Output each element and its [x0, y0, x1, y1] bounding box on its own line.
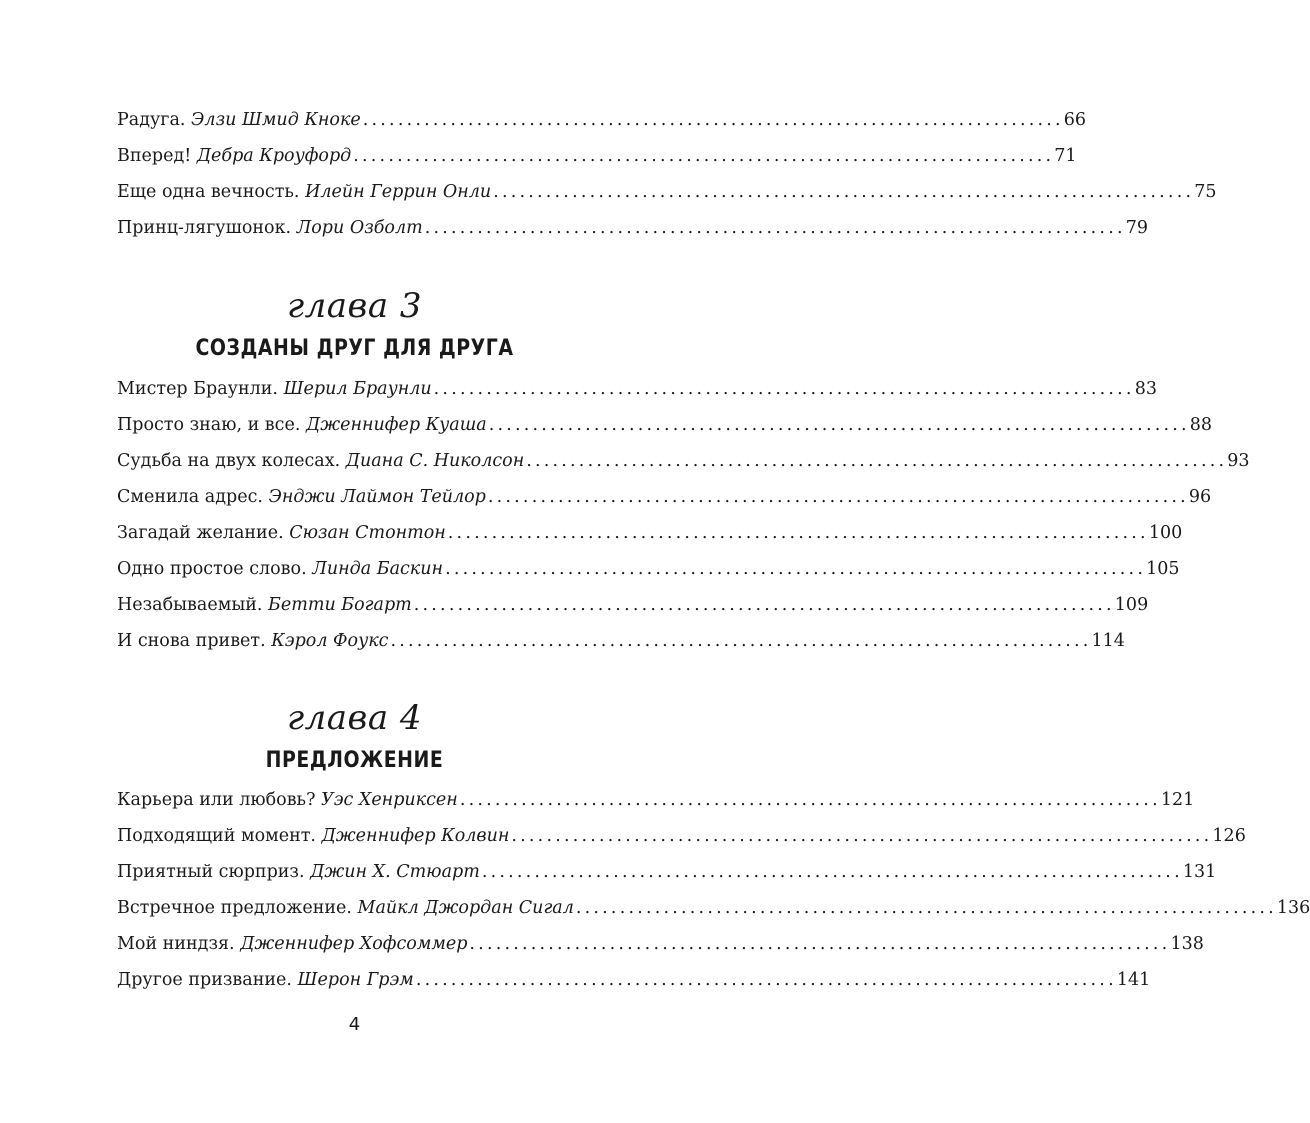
dot-leader: ................................................................................	[424, 218, 1126, 238]
entry-author: Майкл Джордан Сигал	[357, 898, 574, 918]
toc-list-chapter-4	[117, 782, 1310, 998]
entry-title: Другое призвание.	[117, 970, 292, 990]
entry-page: 71	[1054, 146, 1077, 166]
entry-author: Шерил Браунли	[283, 379, 432, 399]
chapter-4-label: глава 4	[286, 698, 423, 738]
dot-leader: ................................................................................	[511, 826, 1213, 846]
entry-author: Джин Х. Стюарт	[310, 862, 480, 882]
entry-title: Приятный сюрприз.	[117, 862, 305, 882]
entry-page: 79	[1125, 218, 1149, 238]
toc-entry	[117, 926, 1204, 962]
entry-page: 141	[1116, 970, 1151, 990]
entry-title: Еще одна вечность.	[117, 182, 300, 202]
entry-title: И снова привет.	[117, 631, 266, 651]
entry-page: 105	[1146, 559, 1180, 579]
entry-page: 131	[1182, 862, 1217, 882]
entry-title: Карьера или любовь?	[117, 790, 316, 810]
entry-author: Бетти Богарт	[268, 595, 412, 615]
entry-title: Мой ниндзя.	[117, 934, 235, 954]
entry-page: 126	[1212, 826, 1246, 846]
toc-entry	[117, 587, 1149, 623]
toc-entry	[117, 174, 1217, 210]
toc-entry	[117, 962, 1151, 998]
entry-author: Сюзан Стонтон	[289, 523, 446, 543]
dot-leader: ................................................................................	[459, 790, 1161, 810]
entry-title: Принц-лягушонок.	[117, 218, 292, 238]
toc-entry	[117, 515, 1183, 551]
entry-author: Линда Баскин	[312, 559, 444, 579]
dot-leader: ................................................................................	[488, 415, 1190, 435]
entry-page: 93	[1227, 451, 1250, 471]
dot-leader: ................................................................................	[362, 110, 1064, 130]
dot-leader: ................................................................................	[445, 559, 1147, 579]
dot-leader: ................................................................................	[390, 631, 1092, 651]
entry-author: Дебра Кроуфорд	[196, 146, 352, 166]
toc-entry	[117, 551, 1180, 587]
entry-page: 83	[1134, 379, 1157, 399]
entry-author: Шерон Грэм	[297, 970, 414, 990]
entry-title: Сменила адрес.	[117, 487, 263, 507]
toc-entry	[117, 782, 1195, 818]
entry-author: Лори Озболт	[296, 218, 423, 238]
toc-entry	[117, 818, 1246, 854]
entry-title: Мистер Браунли.	[117, 379, 278, 399]
dot-leader: ................................................................................	[469, 934, 1171, 954]
dot-leader: ................................................................................	[526, 451, 1228, 471]
dot-leader: ................................................................................	[575, 898, 1277, 918]
entry-page: 114	[1091, 631, 1125, 651]
toc-list-chapter-3	[117, 371, 1250, 659]
entry-author: Энджи Лаймон Тейлор	[268, 487, 486, 507]
toc-list-continued	[117, 102, 1217, 246]
entry-page: 96	[1188, 487, 1212, 507]
entry-title: Радуга.	[117, 110, 186, 130]
toc-entry	[117, 854, 1217, 890]
entry-title: Незабываемый.	[117, 595, 263, 615]
dot-leader: ................................................................................	[433, 379, 1135, 399]
toc-entry	[117, 623, 1125, 659]
entry-page: 100	[1148, 523, 1183, 543]
entry-author: Дженнифер Хофсоммер	[240, 934, 468, 954]
entry-author: Илейн Геррин Онли	[305, 182, 492, 202]
chapter-4-title: ПРЕДЛОЖЕНИЕ	[265, 748, 444, 773]
chapter-3-label: глава 3	[286, 286, 423, 326]
entry-title: Одно простое слово.	[117, 559, 307, 579]
entry-author: Дженнифер Колвин	[321, 826, 510, 846]
entry-page: 66	[1063, 110, 1087, 130]
entry-title: Подходящий момент.	[117, 826, 316, 846]
entry-author: Уэс Хенриксен	[321, 790, 458, 810]
entry-author: Кэрол Фоукс	[271, 631, 389, 651]
chapter-3-title: СОЗДАНЫ ДРУГ ДЛЯ ДРУГА	[195, 336, 514, 361]
page-number: 4	[348, 1014, 361, 1035]
entry-author: Элзи Шмид Кноке	[191, 110, 361, 130]
dot-leader: ................................................................................	[413, 595, 1115, 615]
toc-entry	[117, 138, 1077, 174]
dot-leader: ................................................................................	[353, 146, 1055, 166]
dot-leader: ................................................................................	[481, 862, 1183, 882]
toc-entry	[117, 210, 1149, 246]
toc-entry	[117, 443, 1250, 479]
toc-entry	[117, 102, 1087, 138]
entry-title: Просто знаю, и все.	[117, 415, 301, 435]
entry-author: Дженнифер Куаша	[305, 415, 487, 435]
dot-leader: ................................................................................	[447, 523, 1149, 543]
entry-page: 138	[1170, 934, 1204, 954]
entry-title: Встречное предложение.	[117, 898, 352, 918]
dot-leader: ................................................................................	[487, 487, 1189, 507]
entry-page: 88	[1189, 415, 1213, 435]
entry-title: Загадай желание.	[117, 523, 284, 543]
entry-page: 109	[1114, 595, 1149, 615]
toc-entry	[117, 407, 1213, 443]
entry-title: Вперед!	[117, 146, 192, 166]
entry-author: Диана С. Николсон	[345, 451, 525, 471]
toc-entry	[117, 371, 1157, 407]
entry-title: Судьба на двух колесах.	[117, 451, 341, 471]
toc-entry	[117, 890, 1310, 926]
toc-entry	[117, 479, 1212, 515]
dot-leader: ................................................................................	[415, 970, 1117, 990]
entry-page: 75	[1194, 182, 1217, 202]
dot-leader: ................................................................................	[493, 182, 1195, 202]
entry-page: 136	[1276, 898, 1310, 918]
entry-page: 121	[1160, 790, 1195, 810]
